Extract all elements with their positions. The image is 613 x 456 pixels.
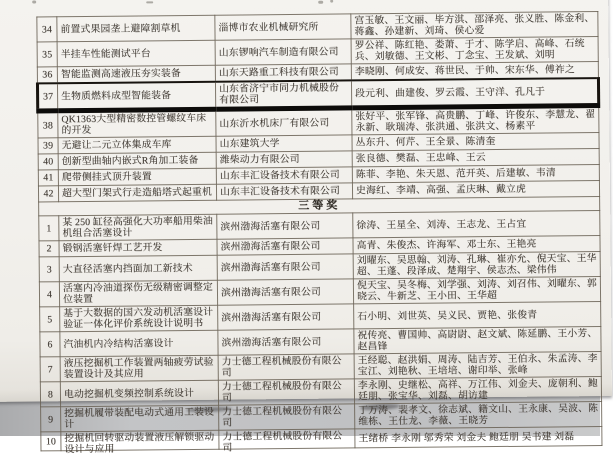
row-number-cell: 7	[40, 357, 60, 382]
section-header-third-prize: 三等奖	[39, 197, 600, 216]
row-number-cell: 8	[40, 382, 60, 407]
people-cell: 高青、朱俊杰、许海军、邓士东、王艳亮	[353, 236, 600, 254]
project-cell: 电动挖掘机变频控制系统设计	[60, 380, 218, 407]
people-cell: 祝传亮、曹国帅、高尉尉、赵文斌、陈延鹏、王小芳、赵昌锋	[354, 327, 601, 354]
project-cell: 前置式果园垄上避障割草机	[57, 15, 215, 42]
row-number-cell: 9	[41, 407, 61, 432]
people-cell: 宫玉敏、王文丽、毕方淇、邵泽亮、张义胜、陈金利、蒋鑫、孙建新、刘琦、侯心爱	[351, 12, 598, 39]
org-cell: 山东丰汇设备技术有限公司	[216, 183, 352, 200]
row-number-cell: 6	[40, 332, 60, 357]
org-cell: 滨州渤海活塞有限公司	[217, 254, 353, 280]
row-number-cell: 38	[38, 111, 58, 138]
project-cell: 汽油机内冷结构活塞设计	[60, 330, 218, 357]
project-cell: 无避让二元立体集成车库	[58, 136, 216, 154]
project-cell: 锻钢活塞钎焊工艺开发	[59, 239, 217, 257]
row-number-cell: 41	[38, 170, 58, 186]
scan-speck	[32, 0, 36, 3]
org-cell: 滨州渤海活塞有限公司	[217, 279, 353, 305]
org-cell: 山东锣响汽车制造有限公司	[215, 39, 351, 65]
people-cell: 丛东升、何芹、王全景、陈清奎	[352, 133, 599, 151]
org-cell: 山东省济宁市同力机械股份有限公司	[215, 80, 351, 109]
row-number-cell: 4	[39, 282, 59, 307]
row-number-cell: 40	[38, 154, 58, 170]
row-number-cell: 35	[37, 42, 57, 67]
org-cell: 山东天路重工科技有限公司	[215, 64, 351, 82]
people-cell: 段元利、曲建俊、罗云霞、王守洋、孔凡于	[351, 78, 598, 108]
project-cell: 生物质燃料成型智能装备	[57, 82, 215, 111]
project-cell: 活塞内冷油道探伤无级精密调整定位装置	[59, 280, 217, 307]
people-cell: 徐涛、王星全、刘涛、王志龙、王占宜	[353, 211, 600, 238]
row-number-cell: 2	[39, 241, 59, 257]
project-cell: 挖掘机回转驱动装置液压解锁驱动设计与应用	[61, 430, 219, 451]
project-cell: QK1363大型精密数控管螺纹车床的开发	[58, 109, 216, 138]
third-prize-rows	[39, 211, 602, 456]
org-cell: 滨州渤海活塞有限公司	[218, 329, 354, 355]
project-cell: 创新型曲轴内嵌式R角加工装备	[58, 152, 216, 170]
people-cell: 王经聪、赵洪娟、周涛、陆吉芳、王伯永、朱孟涛、李宝江、刘艳秋、王培培、谢印举、张峰	[354, 352, 601, 379]
org-cell: 力士德工程机械股份有限公司	[218, 379, 354, 405]
scan-speck	[318, 1, 323, 4]
people-cell: 王绪桥 李永刚 邬秀荣 刘金夫 鲍廷朋 吴书建 刘磊	[355, 427, 602, 448]
project-cell: 半挂车性能测试平台	[57, 40, 215, 67]
org-cell: 淄博市农业机械研究所	[215, 14, 351, 40]
org-cell: 力士德工程机械股份有限公司	[219, 429, 355, 449]
project-cell: 液压挖掘机工作装置两轴疲劳试验装置设计及其应用	[60, 355, 218, 382]
people-cell: 李永刚、史继松、高祥、万江伟、刘金夫、庞朝利、鲍廷朋、张宝华、刘磊、胡访建	[354, 377, 601, 404]
people-cell: 丁万涛、裴孝文、徐志斌、籍文山、王永康、吴波、陈维栋、王仕龙、李薇、王晓芳	[355, 402, 602, 429]
project-cell: 某 250 缸径高强化大功率船用柴油机组合活塞设计	[59, 214, 217, 241]
row-number-cell: 39	[38, 138, 58, 154]
award-table	[35, 11, 603, 456]
row-number-cell: 37	[37, 83, 57, 111]
row-number-cell: 3	[39, 257, 59, 282]
org-cell: 滨州渤海活塞有限公司	[217, 213, 353, 239]
project-cell: 大直径活塞内挡面加工新技术	[59, 255, 217, 282]
org-cell: 潍柴动力有限公司	[216, 151, 352, 168]
row-number-cell: 5	[40, 307, 60, 332]
people-cell: 史海红、李靖、高强、孟庆琳、戴立虎	[352, 181, 599, 199]
second-prize-rows	[37, 12, 600, 202]
table-row	[41, 427, 602, 451]
org-cell: 山东建筑大学	[216, 135, 352, 152]
org-cell: 山东沂水机床厂有限公司	[216, 108, 352, 136]
project-cell: 智能监测高速液压夯实装备	[57, 65, 215, 83]
row-number-cell: 10	[41, 432, 61, 451]
row-number-cell: 42	[38, 186, 58, 202]
row-number-cell: 1	[39, 216, 59, 241]
people-cell: 石小明、刘世英、吴义民、贾艳、张俊青	[354, 302, 601, 329]
org-cell: 滨州渤海活塞有限公司	[218, 304, 354, 330]
people-cell: 陈菲、李艳、朱天恩、范开英、后建敏、韦清	[352, 165, 599, 183]
scan-speck	[330, 0, 333, 3]
project-cell: 挖掘机履带装配电动式通用工装设计	[61, 405, 219, 432]
org-cell: 力士德工程机械股份有限公司	[218, 354, 354, 380]
people-cell: 刘曜东、吴思翰、刘涛、孔琳、崔亦允、倪天宝、王华超、王蓬、段泽成、楚翔宇、侯志杰、梁伟伟	[353, 252, 600, 279]
project-cell: 超大型门架式行走造船塔式起重机	[58, 184, 216, 202]
people-cell: 张良德、樊磊、王忠峰、王云	[352, 149, 599, 167]
project-cell: 基于大数据的国六发动机活塞设计验证一体化评价系统设计说明书	[60, 305, 218, 332]
people-cell: 倪天宝、吴冬梅、刘学强、刘涛、刘召伟、刘曜东、郭晓云、牛新芝、王小田、王华超	[353, 277, 600, 304]
row-number-cell: 36	[37, 67, 57, 84]
people-cell: 罗公祥、陈红艳、娄萧、于才、陈学启、高峰、石统兵、刘敏德、王文彬、丁念宝、王发斌、刘明	[351, 37, 598, 64]
org-cell: 滨州渤海活塞有限公司	[217, 238, 353, 255]
people-cell: 李晓刚、何成安、蒋世民、于帅、宋东华、傅祚之	[351, 62, 598, 81]
award-table-wrap	[35, 11, 600, 456]
org-cell: 力士德工程机械股份有限公司	[219, 404, 355, 430]
people-cell: 张好平、张军锋、高贵鹏、丁峰、许俊东、李慧龙、翟永新、耿瑞涛、张洪通、张洪文、杨素平	[352, 106, 599, 135]
row-number-cell: 34	[37, 17, 57, 42]
scan-speck	[146, 1, 153, 3]
project-cell: 爬带侧挂式顶升装置	[58, 168, 216, 186]
org-cell: 山东丰汇设备技术有限公司	[216, 167, 352, 184]
